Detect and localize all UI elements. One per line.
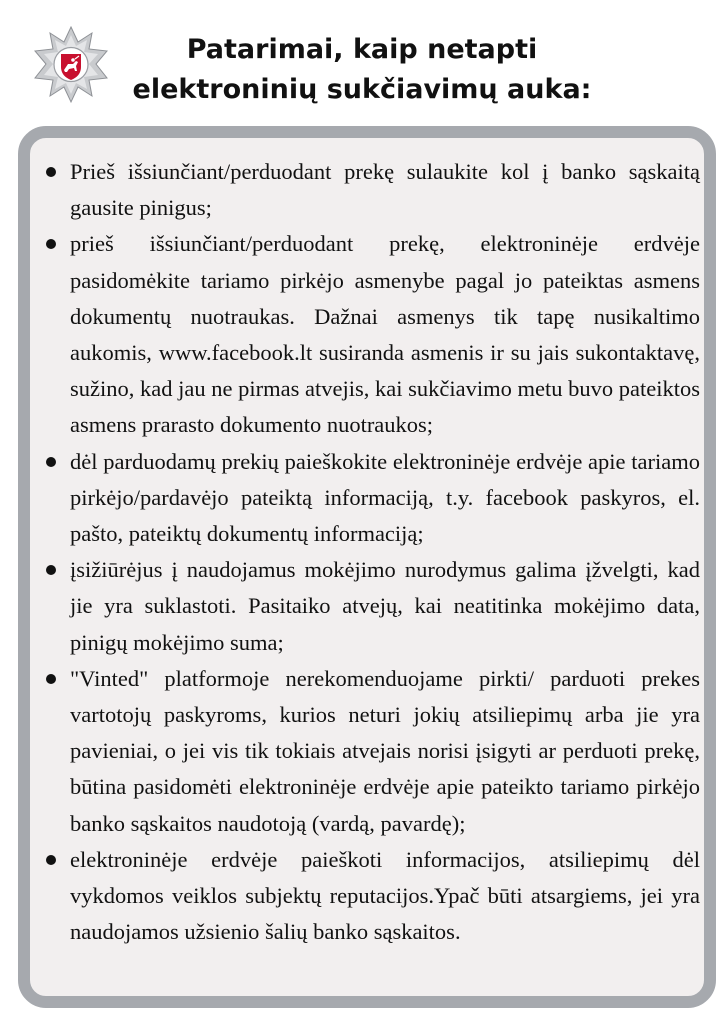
- tip-text: prieš išsiunčiant/perduodant prekę, elektroninėje erdvėje pasidomėkite tariamo pirkėjo asmenybe pagal jo pateiktas asmens dokumentų nuotraukas. Dažnai asmenys tik tapę nusikaltimo aukomis, www.facebook.lt susiranda asmenis ir su jais sukontaktavę, sužino, kad jau ne pirmas atvejis, kai sukčiavimo metu buvo pateiktos asmens prarasto dokumento nuotraukos;: [70, 231, 700, 438]
- list-item: [44, 226, 700, 443]
- list-item: [44, 444, 700, 553]
- tip-text: įsižiūrėjus į naudojamus mokėjimo nurodymus galima įžvelgti, kad jie yra suklastoti. Pasitaiko atvejų, kai neatitinka mokėjimo data, pinigų mokėjimo suma;: [70, 557, 700, 655]
- police-emblem-icon: [32, 26, 110, 104]
- tip-text: dėl parduodamų prekių paieškokite elektroninėje erdvėje apie tariamo pirkėjo/pardavėjo pateiktą informaciją, t.y. facebook paskyros, el. pašto, pateiktų dokumentų informaciją;: [70, 448, 700, 547]
- list-item: [44, 552, 700, 661]
- bullet-icon: [46, 855, 56, 865]
- list-item: [44, 842, 700, 951]
- tips-list: [44, 154, 700, 950]
- header: [0, 0, 724, 120]
- tips-panel: [18, 126, 716, 1008]
- bullet-icon: [46, 565, 56, 575]
- tip-text: elektroninėje erdvėje paieškoti informacijos, atsiliepimų dėl vykdomos veiklos subjektų reputacijos.Ypač būti atsargiems, jei yra naudojamos užsienio šalių banko sąskaitos.: [70, 846, 700, 945]
- tip-text: Prieš išsiunčiant/perduodant prekę sulaukite kol į banko sąskaitą gausite pinigus;: [70, 159, 700, 221]
- tip-text: "Vinted" platformoje nerekomenduojame pirkti/ parduoti prekes vartotojų paskyroms, kurios neturi jokių atsiliepimų arba jie yra pavieniai, o jei vis tik tokiais atvejais norisi įsigyti ar perduoti prekę, būtina pasidomėti elektroninėje erdvėje apie pateikto tariamo pirkėjo banko sąskaitos naudotoją (vardą, pavardę);: [70, 665, 700, 836]
- title-line-2: elektroninių sukčiavimų auka:: [132, 74, 592, 105]
- list-item: [44, 154, 700, 226]
- page-title: [120, 30, 604, 110]
- bullet-icon: [46, 239, 56, 249]
- bullet-icon: [46, 674, 56, 684]
- title-line-1: Patarimai, kaip netapti: [186, 34, 538, 65]
- bullet-icon: [46, 457, 56, 467]
- list-item: [44, 661, 700, 842]
- bullet-icon: [46, 167, 56, 177]
